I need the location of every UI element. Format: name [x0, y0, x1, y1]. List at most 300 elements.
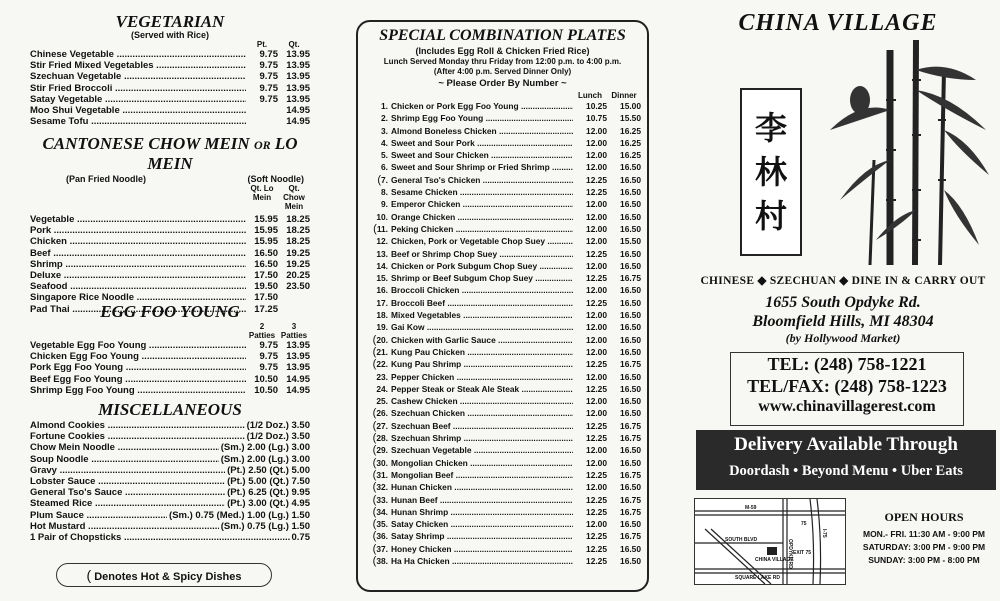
combo-item-name: Satay Chicken .....	[391, 518, 573, 530]
combo-lunch-price: 12.25	[586, 469, 607, 480]
combo-item-name: Mixed Vegetables .....	[391, 309, 573, 321]
combo-lunch-price: 12.25	[586, 297, 607, 308]
combo-dinner-price: 16.50	[620, 408, 641, 419]
combo-lunch-price: 12.00	[586, 445, 607, 456]
combo-item	[364, 371, 641, 383]
menu-item-price: 14.95	[286, 373, 310, 385]
misc-item	[30, 521, 310, 532]
combo-item-name: Szechuan Vegetable .....	[391, 444, 573, 456]
menu-item	[30, 116, 310, 127]
vegetarian-section	[30, 12, 310, 127]
combo-dinner-price: 16.75	[620, 359, 641, 370]
combo-dinner-price: 16.50	[620, 371, 641, 382]
menu-item-name: Chinese Vegetable .....	[30, 49, 246, 60]
combo-lunch-price: 12.00	[586, 199, 607, 210]
combo-item	[364, 174, 641, 186]
combo-item-name: Hunan Beef .....	[391, 494, 573, 506]
restaurant-name: CHINA VILLAGE	[738, 10, 938, 36]
menu-item-name: Sesame Tofu .....	[30, 116, 246, 127]
misc-item-name: Steamed Rice .....	[30, 498, 225, 509]
combo-dinner-price: 16.50	[620, 174, 641, 185]
hot-spicy-icon: (	[372, 333, 377, 346]
combo-dinner-price: 16.50	[620, 383, 641, 394]
menu-item-name: Vegetable .....	[30, 214, 246, 225]
menu-item-price: 9.75	[259, 49, 278, 60]
misc-item	[30, 420, 310, 431]
combo-lunch-price: 12.25	[586, 506, 607, 517]
menu-item-price: 14.95	[286, 116, 310, 128]
combo-item-number: (28.	[364, 432, 391, 444]
menu-item-price: 15.95	[254, 225, 278, 237]
combo-dinner-price: 16.50	[620, 445, 641, 456]
combo-item-number: (31.	[364, 469, 391, 481]
menu-item	[30, 225, 310, 236]
menu-item-name: Moo Shui Vegetable .....	[30, 105, 246, 116]
misc-title: MISCELLANEOUS	[98, 400, 242, 419]
col-3-patties: 3 Patties	[280, 322, 308, 340]
col-lo-mein: Qt. Lo Mein	[250, 184, 274, 202]
hot-spicy-icon: (	[372, 444, 377, 457]
menu-item-price: 19.50	[254, 281, 278, 293]
combo-item-name: Almond Boneless Chicken .....	[391, 125, 573, 137]
phone-fax-number[interactable]: TEL/FAX: (248) 758-1223	[747, 376, 947, 396]
combo-dinner-price: 16.50	[620, 187, 641, 198]
combo-item-number: (35.	[364, 518, 391, 530]
combo-dinner-price: 15.50	[620, 236, 641, 247]
combo-item-number: 25.	[376, 396, 388, 407]
combo-item	[364, 309, 641, 321]
misc-item	[30, 465, 310, 476]
menu-item-price: 18.25	[286, 236, 310, 248]
col-lunch: Lunch	[578, 91, 602, 100]
misc-item-name: Fortune Cookies .....	[30, 431, 245, 442]
combo-dinner-price: 16.75	[620, 494, 641, 505]
combo-dinner-price: 16.25	[620, 137, 641, 148]
menu-item-price: 13.95	[286, 49, 310, 60]
menu-item-price: 19.25	[286, 258, 310, 270]
combo-dinner-price: 16.50	[620, 211, 641, 222]
combo-dinner-price: 16.50	[620, 297, 641, 308]
combo-item	[364, 334, 641, 346]
menu-item	[30, 362, 310, 373]
combo-item-number: (34.	[364, 506, 391, 518]
combo-lunch-price: 12.00	[586, 519, 607, 530]
bamboo-illustration-icon	[820, 40, 996, 265]
combo-lunch-price: 12.00	[586, 408, 607, 419]
menu-item-name: Shrimp .....	[30, 259, 246, 270]
delivery-banner	[696, 430, 996, 490]
combo-item-number: (37.	[364, 543, 391, 555]
combo-item-number: 4.	[381, 137, 388, 148]
menu-item-name: Satay Vegetable .....	[30, 94, 246, 105]
misc-item-name: Gravy .....	[30, 465, 225, 476]
combo-dinner-price: 16.25	[620, 150, 641, 161]
combo-lunch-price: 12.25	[586, 383, 607, 394]
combo-item	[364, 494, 641, 506]
menu-item	[30, 385, 310, 396]
combo-lunch-price: 12.00	[586, 457, 607, 468]
combo-item-name: Ha Ha Chicken .....	[391, 555, 573, 567]
combo-lunch-price: 12.25	[586, 543, 607, 554]
website-link[interactable]: www.chinavillagerest.com	[758, 398, 936, 415]
combo-item-number: (21.	[364, 346, 391, 358]
combo-dinner-price: 16.50	[620, 260, 641, 271]
misc-item-price: (Pt.) 5.00 (Qt.) 7.50	[227, 476, 310, 488]
misc-item	[30, 431, 310, 442]
combo-lunch-price: 10.25	[586, 101, 607, 111]
misc-item-price: (Sm.) 0.75 (Lg.) 1.50	[220, 520, 310, 532]
combo-item-name: Broccoli Beef .....	[391, 297, 573, 309]
combo-item	[364, 518, 641, 530]
combo-item-name: Broccoli Chicken .....	[391, 284, 573, 296]
misc-item-price: 0.75	[291, 532, 310, 544]
combo-item-name: Sesame Chicken .....	[391, 186, 573, 198]
combo-item	[364, 186, 641, 198]
combo-item	[364, 125, 641, 137]
combo-item-number: 18.	[376, 310, 388, 321]
combo-dinner-price: 16.50	[620, 482, 641, 493]
menu-item-price: 9.75	[259, 351, 278, 363]
combo-item-number: 13.	[376, 248, 388, 259]
hot-spicy-icon: (	[373, 222, 377, 235]
combo-lunch-price: 12.00	[586, 322, 607, 333]
combo-lunch-price: 10.75	[586, 113, 607, 124]
menu-item	[30, 236, 310, 247]
menu-item-price: 19.25	[286, 247, 310, 259]
misc-item-price: (1/2 Doz.) 3.50	[246, 431, 310, 443]
col-chow-mein: Qt. Chow Mein	[283, 184, 305, 211]
menu-item-price	[246, 116, 278, 127]
combo-list	[364, 100, 641, 567]
menu-item-price: 9.75	[259, 93, 278, 105]
menu-item-price: 13.95	[286, 362, 310, 374]
address-block	[690, 293, 996, 345]
delivery-title: Delivery Available Through	[734, 434, 958, 455]
chow-mein-header	[30, 184, 310, 214]
menu-item	[30, 60, 310, 71]
phone-number[interactable]: TEL: (248) 758-1221	[767, 354, 927, 374]
hot-spicy-icon: (	[372, 407, 377, 420]
combo-line3: (After 4:00 p.m. Served Dinner Only)	[433, 67, 572, 76]
combo-dinner-price: 16.50	[620, 248, 641, 259]
menu-item-price: 9.75	[259, 340, 278, 351]
menu-item-price: 18.25	[286, 225, 310, 237]
combo-lunch-price: 12.00	[586, 137, 607, 148]
chow-mein-title-or: OR	[253, 138, 271, 152]
combo-item	[364, 420, 641, 432]
address-street: 1655 South Opdyke Rd.	[765, 294, 921, 311]
col-dinner: Dinner	[611, 91, 637, 100]
combo-dinner-price: 16.75	[620, 433, 641, 444]
combo-dinner-price: 16.50	[620, 334, 641, 345]
combo-item-number: (22.	[364, 358, 391, 370]
misc-item-price: (Sm.) 2.00 (Lg.) 3.00	[220, 442, 310, 454]
combo-lunch-price: 12.00	[586, 162, 607, 173]
map-label-75-shield: 75	[801, 521, 807, 527]
misc-item-price: (Pt.) 3.00 (Qt.) 4.95	[227, 498, 310, 510]
vegetarian-title: VEGETARIAN	[115, 12, 225, 31]
combo-item	[364, 272, 641, 284]
misc-item	[30, 532, 310, 543]
combo-item	[364, 444, 641, 456]
combo-lunch-price: 12.00	[586, 260, 607, 271]
combo-dinner-price: 16.50	[620, 162, 641, 173]
combo-lunch-price: 12.25	[586, 248, 607, 259]
combo-lunch-price: 12.25	[586, 531, 607, 542]
chow-mein-list	[30, 214, 310, 315]
hot-spicy-icon: (	[372, 481, 377, 494]
combo-lunch-price: 12.00	[586, 371, 607, 382]
menu-item-price: 13.95	[286, 351, 310, 363]
map-label-m59: M-59	[745, 505, 757, 511]
hot-spicy-icon: (	[372, 456, 377, 469]
combo-item	[364, 469, 641, 481]
combo-item-number: 8.	[381, 187, 388, 198]
menu-item	[30, 105, 310, 116]
menu-item-price: 9.75	[259, 362, 278, 374]
hot-spicy-icon: (	[372, 493, 377, 506]
hours-weekday: MON.- FRI. 11:30 AM - 9:00 PM	[862, 529, 985, 539]
menu-item-name: Deluxe .....	[30, 270, 246, 281]
misc-item-price: (Pt.) 6.25 (Qt.) 9.95	[227, 487, 310, 499]
menu-item-name: Szechuan Vegetable .....	[30, 71, 246, 82]
combo-item	[364, 506, 641, 518]
order-by-number: ~ Please Order By Number ~	[438, 78, 567, 89]
combo-item-name: Peking Chicken .....	[391, 223, 573, 235]
combo-item-number: 19.	[376, 322, 388, 333]
misc-item	[30, 442, 310, 453]
combo-dinner-price: 16.75	[620, 469, 641, 480]
combo-item-number: 3.	[381, 125, 388, 136]
menu-item-price: 13.95	[286, 340, 310, 351]
combo-lunch-price: 12.00	[586, 346, 607, 357]
combo-dinner-price: 16.50	[620, 396, 641, 407]
address-city: Bloomfield Hills, MI 48304	[752, 313, 934, 330]
misc-item-name: Hot Mustard .....	[30, 521, 219, 532]
chinese-name-scroll	[740, 88, 802, 256]
menu-item-price: 13.95	[286, 60, 310, 72]
combo-dinner-price: 15.50	[620, 113, 641, 124]
hours-sunday: SUNDAY: 3:00 PM - 8:00 PM	[868, 555, 980, 565]
combo-item-number: (38.	[364, 555, 391, 567]
combo-item-number: 2.	[381, 113, 388, 124]
combo-lunch-price: 12.00	[586, 310, 607, 321]
chinese-char-2: 林	[754, 153, 787, 191]
misc-item-name: Lobster Sauce .....	[30, 476, 225, 487]
combo-item-number: 23.	[376, 371, 388, 382]
map-label-i75: I-75	[821, 529, 827, 538]
menu-item-price: 23.50	[286, 281, 310, 293]
misc-item	[30, 510, 310, 521]
restaurant-marker-icon	[767, 547, 777, 555]
hot-spicy-icon: (	[372, 345, 377, 358]
misc-item-name: 1 Pair of Chopsticks .....	[30, 532, 290, 543]
hot-spicy-icon: (	[372, 432, 377, 445]
combo-item-name: Emperor Chicken .....	[391, 198, 573, 210]
egg-foo-young-section	[30, 302, 310, 396]
menu-item	[30, 214, 310, 225]
menu-item-price: 13.95	[286, 82, 310, 94]
combo-item	[364, 297, 641, 309]
combo-item-name: Sweet and Sour Chicken .....	[391, 149, 573, 161]
combo-item	[364, 358, 641, 370]
menu-item	[30, 281, 310, 292]
combo-lunch-price: 12.25	[586, 187, 607, 198]
combo-dinner-price: 16.50	[620, 519, 641, 530]
misc-item-name: Plum Sauce .....	[30, 510, 167, 521]
misc-item	[30, 454, 310, 465]
combo-item	[364, 457, 641, 469]
hot-spicy-icon: (	[372, 518, 377, 531]
chow-mein-title	[30, 134, 310, 174]
combo-item	[364, 149, 641, 161]
combo-dinner-price: 16.50	[620, 457, 641, 468]
hours-saturday: SATURDAY: 3:00 PM - 9:00 PM	[862, 542, 986, 552]
combo-item-number: (27.	[364, 420, 391, 432]
combo-item-number: 9.	[381, 199, 388, 210]
menu-item-name: Pork .....	[30, 225, 246, 236]
address-landmark: (by Hollywood Market)	[785, 331, 901, 345]
combo-item-name: Pepper Chicken .....	[391, 371, 573, 383]
combo-item-number: (11.	[364, 223, 391, 235]
combo-item-number: 5.	[381, 150, 388, 161]
menu-item-name: Pad Thai .....	[30, 304, 246, 315]
menu-item-price: 15.95	[254, 214, 278, 225]
menu-item-price: 13.95	[286, 93, 310, 105]
menu-item-name: Stir Fried Mixed Vegetables .....	[30, 60, 246, 71]
menu-item-name: Vegetable Egg Foo Young .....	[30, 340, 246, 351]
combo-item-name: Cashew Chicken .....	[391, 395, 573, 407]
combo-item-name: Chicken, Pork or Vegetable Chop Suey .....	[391, 235, 573, 247]
menu-item-price: 17.25	[254, 303, 278, 315]
combo-item-name: Mongolian Beef .....	[391, 469, 573, 481]
menu-item-price: 14.95	[286, 384, 310, 396]
combo-item-name: Hunan Chicken .....	[391, 481, 573, 493]
combo-item	[364, 260, 641, 272]
combo-item	[364, 481, 641, 493]
hot-spicy-icon: (	[372, 542, 377, 555]
combo-lunch-price: 12.25	[586, 555, 607, 566]
chinese-char-1: 李	[754, 109, 787, 147]
chow-mein-title-2: LO MEIN	[147, 134, 298, 173]
combo-item	[364, 407, 641, 419]
combo-lunch-price: 12.00	[586, 285, 607, 296]
egg-foo-young-list	[30, 340, 310, 396]
combo-dinner-price: 16.50	[620, 199, 641, 210]
combo-item-name: Shrimp Egg Foo Young .....	[391, 112, 573, 124]
combo-item-name: Beef or Shrimp Chop Suey .....	[391, 248, 573, 260]
legend-text: Denotes Hot & Spicy Dishes	[94, 571, 242, 583]
chow-mein-title-text: CANTONESE CHOW MEIN	[42, 134, 250, 153]
menu-item	[30, 259, 310, 270]
hot-spicy-legend	[56, 563, 272, 587]
combo-item	[364, 211, 641, 223]
menu-item	[30, 49, 310, 60]
menu-item-price: 9.75	[259, 82, 278, 94]
combo-item-name: Kung Pau Chicken .....	[391, 346, 573, 358]
menu-item	[30, 270, 310, 281]
combo-item	[364, 555, 641, 567]
vegetarian-header	[30, 40, 310, 49]
combo-item-number: 12.	[376, 236, 388, 247]
vegetarian-subtitle: (Served with Rice)	[130, 30, 210, 40]
combo-lunch-price: 12.00	[586, 334, 607, 345]
vegetarian-list	[30, 49, 310, 127]
menu-item-name: Chicken .....	[30, 236, 246, 247]
combo-dinner-price: 16.75	[620, 273, 641, 284]
map-label-opdyke: OPDYKE RD	[787, 539, 793, 569]
egg-foo-young-title: EGG FOO YOUNG	[100, 302, 240, 321]
combo-item	[364, 346, 641, 358]
combo-item-number: (29.	[364, 444, 391, 456]
combo-item-number: 10.	[376, 211, 388, 222]
misc-item	[30, 476, 310, 487]
chow-mein-section	[30, 134, 310, 315]
combo-item-name: Honey Chicken .....	[391, 543, 573, 555]
menu-item-name: Stir Fried Broccoli .....	[30, 83, 246, 94]
menu-item-name: Seafood .....	[30, 281, 246, 292]
menu-item-name: Singapore Rice Noodle .....	[30, 292, 246, 303]
menu-item-price: 10.50	[254, 384, 278, 396]
combo-item-number: (32.	[364, 481, 391, 493]
menu-item-price: 14.95	[286, 105, 310, 117]
combo-item-name: Gai Kow .....	[391, 321, 573, 333]
hot-spicy-icon: (	[372, 468, 377, 481]
delivery-services: Doordash • Beyond Menu • Uber Eats	[729, 463, 963, 479]
menu-item-price: 16.50	[254, 258, 278, 270]
combo-item	[364, 321, 641, 333]
efy-header	[30, 322, 310, 340]
combo-lunch-price: 12.00	[586, 125, 607, 136]
combo-item-number: 16.	[376, 285, 388, 296]
menu-item	[30, 374, 310, 385]
combo-lunch-price: 12.00	[586, 396, 607, 407]
misc-section	[30, 400, 310, 543]
combo-item	[364, 432, 641, 444]
combo-item-name: Orange Chicken .....	[391, 211, 573, 223]
combo-item	[364, 284, 641, 296]
menu-item-name: Beef .....	[30, 248, 246, 259]
combo-dinner-price: 16.75	[620, 506, 641, 517]
combo-item	[364, 198, 641, 210]
combo-item-number: 24.	[376, 383, 388, 394]
combo-line1: (Includes Egg Roll & Chicken Fried Rice)	[415, 46, 590, 56]
map-label-exit: EXIT 75	[793, 550, 812, 556]
contact-box	[730, 352, 964, 426]
combo-lunch-price: 12.25	[586, 359, 607, 370]
menu-item-price: 13.95	[286, 71, 310, 83]
menu-item-price: 15.95	[254, 236, 278, 248]
hot-spicy-icon: (	[372, 505, 377, 518]
misc-item	[30, 487, 310, 498]
combo-lunch-price: 12.00	[586, 211, 607, 222]
menu-item	[30, 71, 310, 82]
menu-item-price: 9.75	[259, 60, 278, 72]
combo-lunch-price: 12.25	[586, 273, 607, 284]
combo-item-name: General Tso's Chicken .....	[391, 174, 573, 186]
menu-item-name: Shrimp Egg Foo Young .....	[30, 385, 246, 396]
hot-spicy-icon: (	[372, 554, 377, 567]
pan-fried-subtitle: (Pan Fried Noodle)	[66, 174, 147, 184]
combo-lunch-price: 12.00	[586, 236, 607, 247]
combo-dinner-price: 16.50	[620, 322, 641, 333]
combo-lunch-price: 12.00	[586, 223, 607, 234]
combo-item-number: (7.	[364, 174, 391, 186]
combo-item	[364, 112, 641, 124]
misc-item-price: (1/2 Doz.) 3.50	[246, 420, 310, 431]
map-label-square-lake: SQUARE LAKE RD	[735, 575, 781, 581]
combo-item-name: Satay Shrimp .....	[391, 530, 573, 542]
